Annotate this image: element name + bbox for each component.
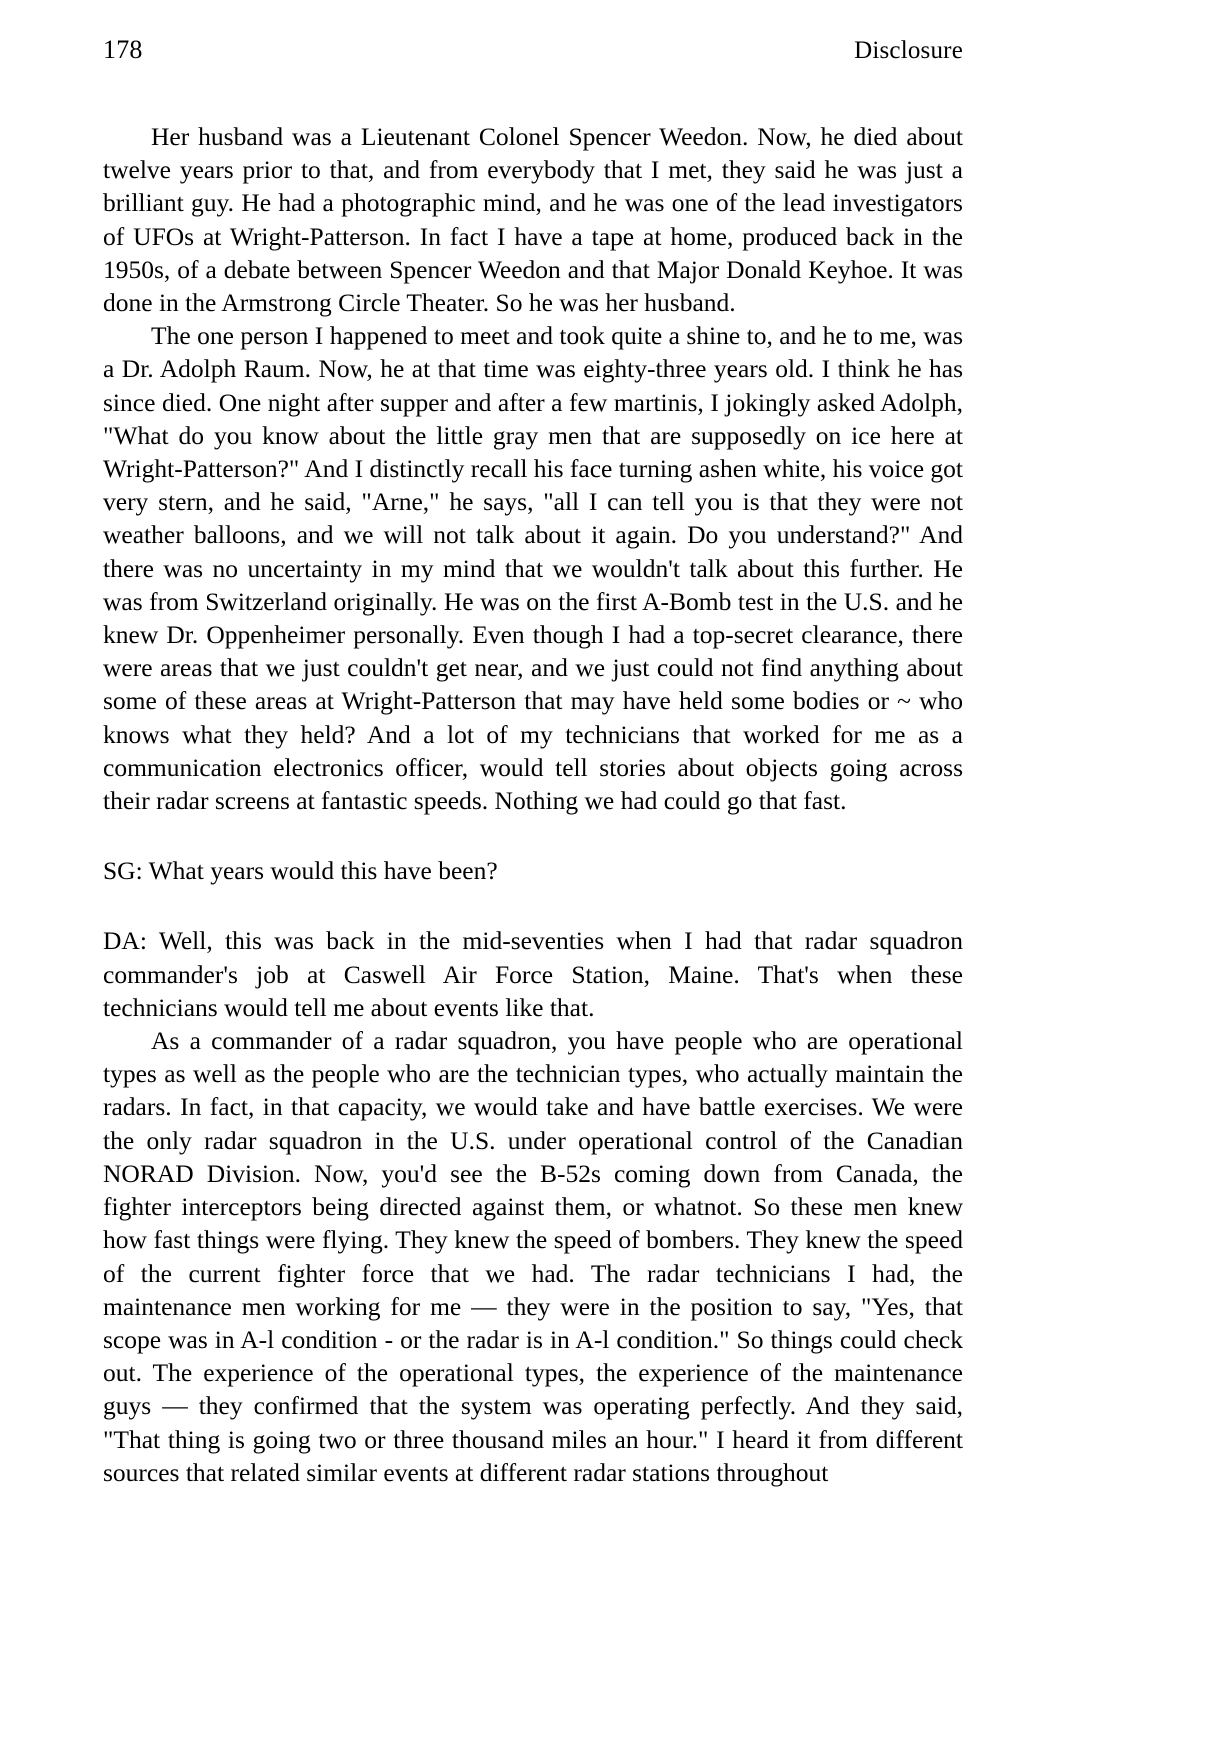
answer-da: DA: Well, this was back in the mid-seventies when I had that radar squadron commander's job at Caswell Air Force Station, Maine. That's when these technicians would tell me about events like that. <box>103 926 963 1022</box>
paragraph-adolph-raum: The one person I happened to meet and took quite a shine to, and he to me, was a Dr. Adolph Raum. Now, he at that time was eighty-three years old. I think he has since died. One night after supper and after a few martinis, I jokingly asked Adolph, "What do you know about the little gray men that are supposedly on ice here at Wright-Patterson?" And I distinctly recall his face turning ashen white, his voice got very stern, and he said, "Arne," he says, "all I can tell you is that they were not weather balloons, and we will not talk about it again. Do you understand?" And there was no uncertainty in my mind that we wouldn't talk about this further. He was from Switzerland originally. He was on the first A-Bomb test in the U.S. and he knew Dr. Oppenheimer personally. Even though I had a top-secret clearance, there were areas that we just couldn't get near, and we just could not find anything about some of these areas at Wright-Patterson that may have held some bodies or ~ who knows what they held? And a lot of my technicians that worked for me as a communication electronics officer, would tell stories about objects going across their radar screens at fantastic speeds. Nothing we had could go that fast. <box>103 321 963 816</box>
body-text <box>103 120 963 1489</box>
question-sg: SG: What years would this have been? <box>103 856 498 886</box>
page-number: 178 <box>103 35 143 64</box>
book-title: Disclosure <box>854 37 963 64</box>
page-content <box>103 34 963 1489</box>
dialogue-spacer <box>103 887 963 924</box>
running-header <box>103 34 963 66</box>
paragraph-weedon: Her husband was a Lieutenant Colonel Spencer Weedon. Now, he died about twelve years prior to that, and from everybody that I met, they said he was just a brilliant guy. He had a photographic mind, and he was one of the lead investigators of UFOs at Wright-Patterson. In fact I have a tape at home, produced back in the 1950s, of a debate between Spencer Weedon and that Major Donald Keyhoe. It was done in the Armstrong Circle Theater. So he was her husband. <box>103 122 963 318</box>
paragraph-spacer <box>103 817 963 854</box>
paragraph-radar-squadron: As a commander of a radar squadron, you have people who are operational types as well as the people who are the technician types, who actually maintain the radars. In fact, in that capacity, we would take and have battle exercises. We were the only radar squadron in the U.S. under operational control of the Canadian NORAD Division. Now, you'd see the B-52s coming down from Canada, the fighter interceptors being directed against them, or whatnot. So these men knew how fast things were flying. They knew the speed of bombers. They knew the speed of the current fighter force that we had. The radar technicians I had, the maintenance men working for me — they were in the position to say, "Yes, that scope was in A-l condition - or the radar is in A-l condition." So things could check out. The experience of the operational types, the experience of the maintenance guys — they confirmed that the system was operating perfectly. And they said, "That thing is going two or three thousand miles an hour." I heard it from different sources that related similar events at different radar stations throughout <box>103 1026 963 1487</box>
